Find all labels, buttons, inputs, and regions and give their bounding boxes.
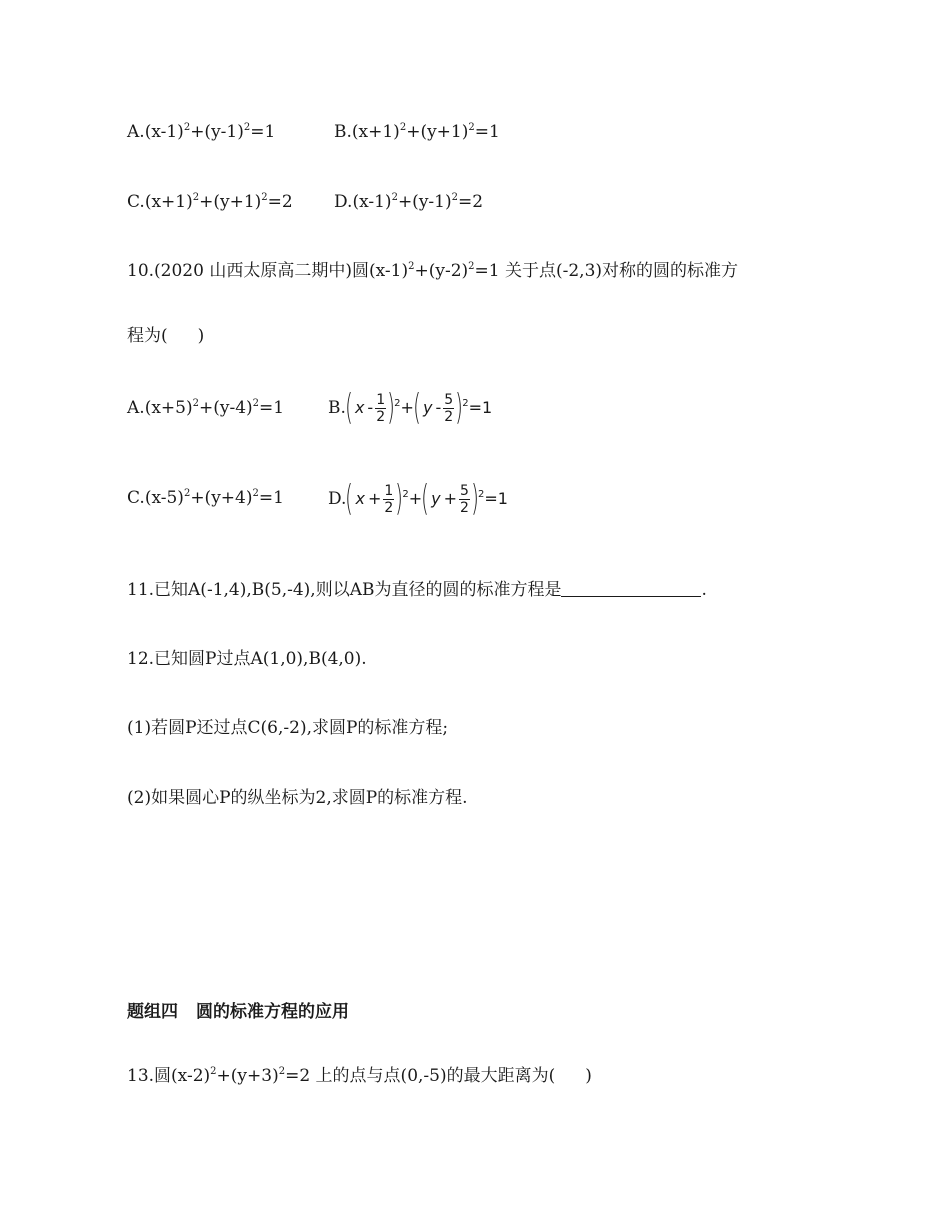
q11-stem: 11.已知A(-1,4),B(5,-4),则以AB为直径的圆的标准方程是 . bbox=[127, 580, 707, 600]
q10-option-a: $A.(x+5)^2+(y-4)^2=1$ bbox=[127, 398, 285, 418]
q10-stem-line2: 程为( ) bbox=[127, 326, 205, 346]
q9-option-b: $B.(x+1)^2+(y+1)^2=1$ bbox=[334, 122, 500, 142]
q9-option-a: $A.(x-1)^2+(y-1)^2=1$ bbox=[127, 122, 276, 142]
q12-sub2: (2)如果圆心P的纵坐标为2,求圆P的标准方程. bbox=[127, 788, 468, 808]
q12-stem: 12.已知圆P过点A(1,0),B(4,0). bbox=[127, 649, 367, 669]
q10-option-b-formula: ( x - $\frac{1}{2}$ ) 2 + ( y - $\frac{5}{2}$ ) 2 =1 bbox=[345, 387, 493, 428]
q13-stem: 13.圆$(x-2)^2+(y+3)^2=2$ 上的点与点(0,-5)的最大距离为( ) bbox=[127, 1066, 592, 1086]
q10-option-b: B. ( x - $\frac{1}{2}$ ) 2 + ( y - $\frac{5}{2}$ ) 2 =1 bbox=[328, 387, 493, 428]
q12-sub1: (1)若圆P还过点C(6,-2),求圆P的标准方程; bbox=[127, 718, 449, 738]
q9-option-c: $C.(x+1)^2+(y+1)^2=2$ bbox=[127, 192, 293, 212]
q10-option-c: $C.(x-5)^2+(y+4)^2=1$ bbox=[127, 488, 284, 508]
q10-option-d-formula: ( x + $\frac{1}{2}$ ) 2 + ( y + $\frac{5}{2}$ ) 2 =1 bbox=[345, 478, 508, 519]
q10-stem: 10.(2020 山西太原高二期中)圆$(x-1)^2+(y-2)^2=1$ 关于点(-2,3)对称的圆的标准方 bbox=[127, 261, 739, 281]
q11-answer-blank[interactable] bbox=[561, 578, 701, 597]
q10-option-d: D. ( x + $\frac{1}{2}$ ) 2 + ( y + $\frac{5}{2}$ ) 2 =1 bbox=[328, 478, 508, 519]
section-heading: 题组四 圆的标准方程的应用 bbox=[127, 1002, 349, 1022]
q9-option-d: $D.(x-1)^2+(y-1)^2=2$ bbox=[334, 192, 484, 212]
